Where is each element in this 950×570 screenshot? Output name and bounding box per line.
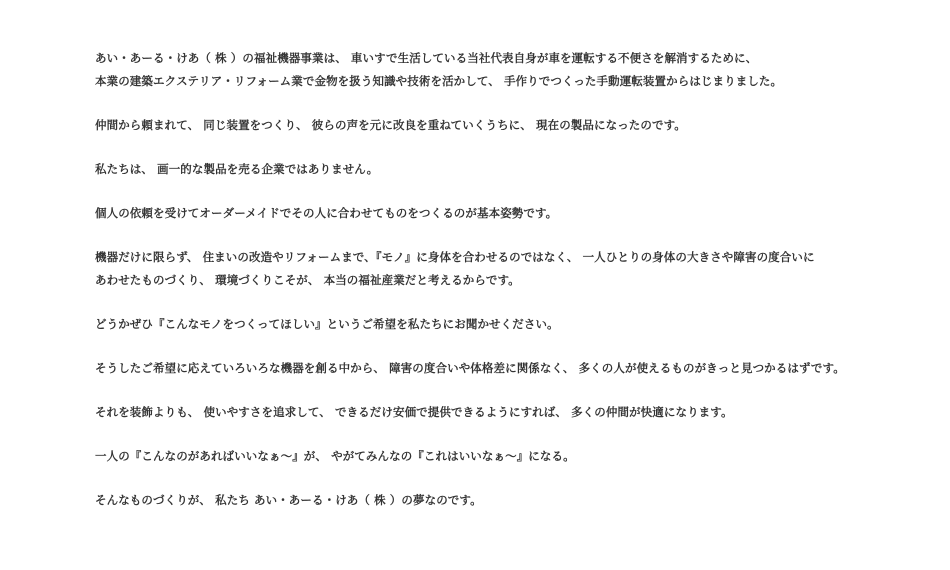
paragraph-request — [95, 313, 935, 336]
paragraph-order-made — [95, 202, 935, 225]
message-body — [95, 47, 935, 533]
text-line: そうしたご希望に応えていろいろな機器を創る中から、 障害の度合いや体格差に関係なく、 多くの人が使えるものがきっと見つかるはずです。 — [95, 361, 845, 375]
text-line: そんなものづくりが、 私たち あい・あーる・けあ（ 株 ）の夢なのです。 — [95, 493, 482, 507]
paragraph-improvement — [95, 114, 935, 137]
paragraph-origin — [95, 47, 935, 93]
text-line: 私たちは、 画一的な製品を売る企業ではありません。 — [95, 162, 379, 176]
text-line: あわせたものづくり、 環境づくりこそが、 本当の福祉産業だと考えるからです。 — [95, 273, 520, 287]
paragraph-not-mass-product — [95, 158, 935, 181]
text-line: 個人の依頼を受けてオーダーメイドでその人に合わせてものをつくるのが基本姿勢です。 — [95, 206, 558, 220]
text-line: 本業の建築エクステリア・リフォーム業で金物を扱う知識や技術を活かして、 手作りでつくった手動運転装置からはじまりました。 — [95, 74, 783, 88]
paragraph-affordable — [95, 401, 935, 424]
paragraph-wish — [95, 445, 935, 468]
text-line: 機器だけに限らず、 住まいの改造やリフォームまで、『モノ』に身体を合わせるのではなく、 一人ひとりの身体の大きさや障害の度合いに — [95, 250, 815, 264]
text-line: あい・あーる・けあ（ 株 ）の福祉機器事業は、 車いすで生活している当社代表自身が車を運転する不便さを解消するために、 — [95, 51, 758, 65]
paragraph-dream — [95, 489, 935, 512]
text-line: それを装飾よりも、 使いやすさを追求して、 できるだけ安価で提供できるようにすれば、 多くの仲間が快適になります。 — [95, 405, 733, 419]
paragraph-universal — [95, 357, 935, 380]
paragraph-welfare-industry — [95, 246, 935, 292]
text-line: 仲間から頼まれて、 同じ装置をつくり、 彼らの声を元に改良を重ねていくうちに、 現在の製品になったのです。 — [95, 118, 686, 132]
text-line: どうかぜひ『こんなモノをつくってほしい』というご希望を私たちにお聞かせください。 — [95, 317, 559, 331]
text-line: 一人の『こんなのがあればいいなぁ～』が、 やがてみんなの『これはいいなぁ～』になる。 — [95, 449, 575, 463]
